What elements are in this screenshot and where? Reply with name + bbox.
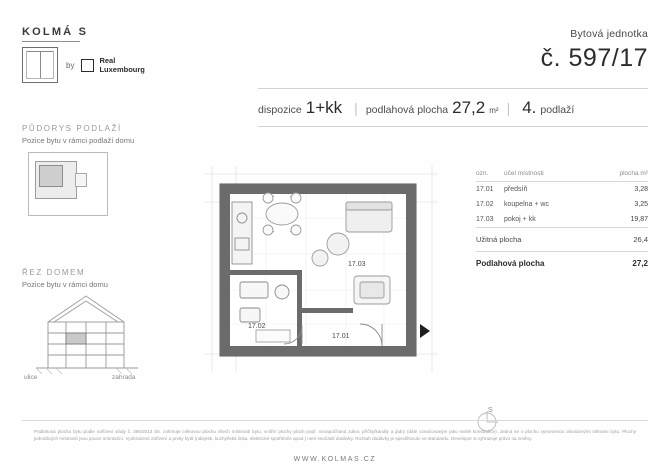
row-area: 19,87 bbox=[630, 216, 648, 223]
section-key-sub: Pozice bytu v rámci domu bbox=[22, 280, 108, 289]
divider-top bbox=[258, 88, 648, 89]
partner-square-icon bbox=[81, 59, 94, 72]
summary-separator-2: | bbox=[506, 100, 511, 116]
usable-area-row bbox=[476, 228, 648, 251]
section-key-diagram bbox=[28, 292, 144, 380]
row-area: 3,28 bbox=[634, 186, 648, 193]
area-label: podlahová plocha bbox=[365, 104, 449, 116]
unit-heading bbox=[541, 28, 648, 73]
table-header-area: plocha m² bbox=[619, 170, 648, 177]
floor-label: podlaží bbox=[540, 104, 575, 116]
divider-bottom bbox=[258, 126, 648, 127]
section-right-label: zahrada bbox=[112, 374, 136, 381]
disposition-value: 1+kk bbox=[305, 98, 343, 117]
brand-rule bbox=[22, 41, 80, 42]
disposition-label: dispozice bbox=[258, 104, 302, 116]
row-code: 17.03 bbox=[476, 216, 494, 223]
floor-key-sub: Pozice bytu v rámci podlaží domu bbox=[22, 136, 135, 145]
row-area: 3,25 bbox=[634, 201, 648, 208]
table-header-row bbox=[476, 170, 648, 182]
summary-row bbox=[258, 98, 648, 118]
floor-key-diagram bbox=[28, 152, 108, 216]
brand-logo bbox=[22, 26, 212, 83]
room-label-1702: 17.02 bbox=[248, 323, 266, 330]
unit-number: č. 597/17 bbox=[540, 44, 648, 72]
footer-divider bbox=[22, 420, 648, 421]
floor-key-title: PŮDORYS PODLAŽÍ bbox=[22, 124, 122, 133]
compass-north-letter: S bbox=[488, 407, 493, 414]
floor-value: 4. bbox=[522, 98, 537, 117]
row-name: předsíň bbox=[504, 186, 528, 193]
row-name: koupelna + wc bbox=[504, 201, 549, 208]
brand-by-label: by bbox=[66, 60, 75, 70]
floorplan-drawing bbox=[196, 158, 446, 388]
table-header-name: účel místnosti bbox=[504, 170, 544, 177]
total-area-row bbox=[476, 252, 648, 275]
table-header-code: ozn. bbox=[476, 170, 489, 177]
section-key-block bbox=[22, 268, 142, 289]
total-area-value: 27,2 bbox=[632, 259, 648, 268]
area-unit: m² bbox=[489, 106, 499, 115]
section-key-title: ŘEZ DOMEM bbox=[22, 268, 86, 277]
row-code: 17.02 bbox=[476, 201, 494, 208]
room-table bbox=[476, 170, 648, 275]
legal-note: Podlahová plocha bytu podle nařízení vlády č. 366/2013 Sb. zahrnuje celkovou plochu všech místností bytu, vnitřní plochy ploch popř. nezapočítaná zdiva, příčky/kanály a jádry (dále označovaným jako svislé konstrukce). Jedná se o plochu vymezenou obvodovými stěnami bytu. Plochy jednotlivých místností jsou pouze orientační. Vyobrazené zařízení a prvky bytů (nábytek, kuchyňská linka, elektrické spotřebiče apod.) není součástí dodávky. Rozsah dodávky je specifikován ve standardu. Developer si vyhrazuje právo na změny. bbox=[34, 429, 636, 441]
website-url[interactable]: WWW.KOLMAS.CZ bbox=[293, 456, 377, 463]
table-row bbox=[476, 212, 648, 227]
partner-name-line1: Real bbox=[99, 56, 116, 65]
table-row bbox=[476, 182, 648, 197]
window-icon bbox=[22, 47, 58, 83]
usable-area-label: Užitná plocha bbox=[476, 235, 522, 244]
usable-area-value: 26,4 bbox=[633, 235, 648, 244]
row-name: pokoj + kk bbox=[504, 216, 536, 223]
total-area-label: Podlahová plocha bbox=[476, 259, 545, 268]
summary-separator-1: | bbox=[354, 100, 358, 116]
row-code: 17.01 bbox=[476, 186, 494, 193]
floor-key-block bbox=[22, 124, 142, 145]
area-value: 27,2 bbox=[452, 98, 486, 117]
brand-name: KOLMÁ S bbox=[22, 26, 89, 38]
unit-kicker: Bytová jednotka bbox=[570, 28, 648, 40]
room-label-1701: 17.01 bbox=[332, 333, 350, 340]
section-left-label: ulice bbox=[24, 374, 38, 381]
partner-name-line2: Luxembourg bbox=[99, 65, 145, 74]
room-label-1703: 17.03 bbox=[348, 261, 366, 268]
table-row bbox=[476, 197, 648, 212]
